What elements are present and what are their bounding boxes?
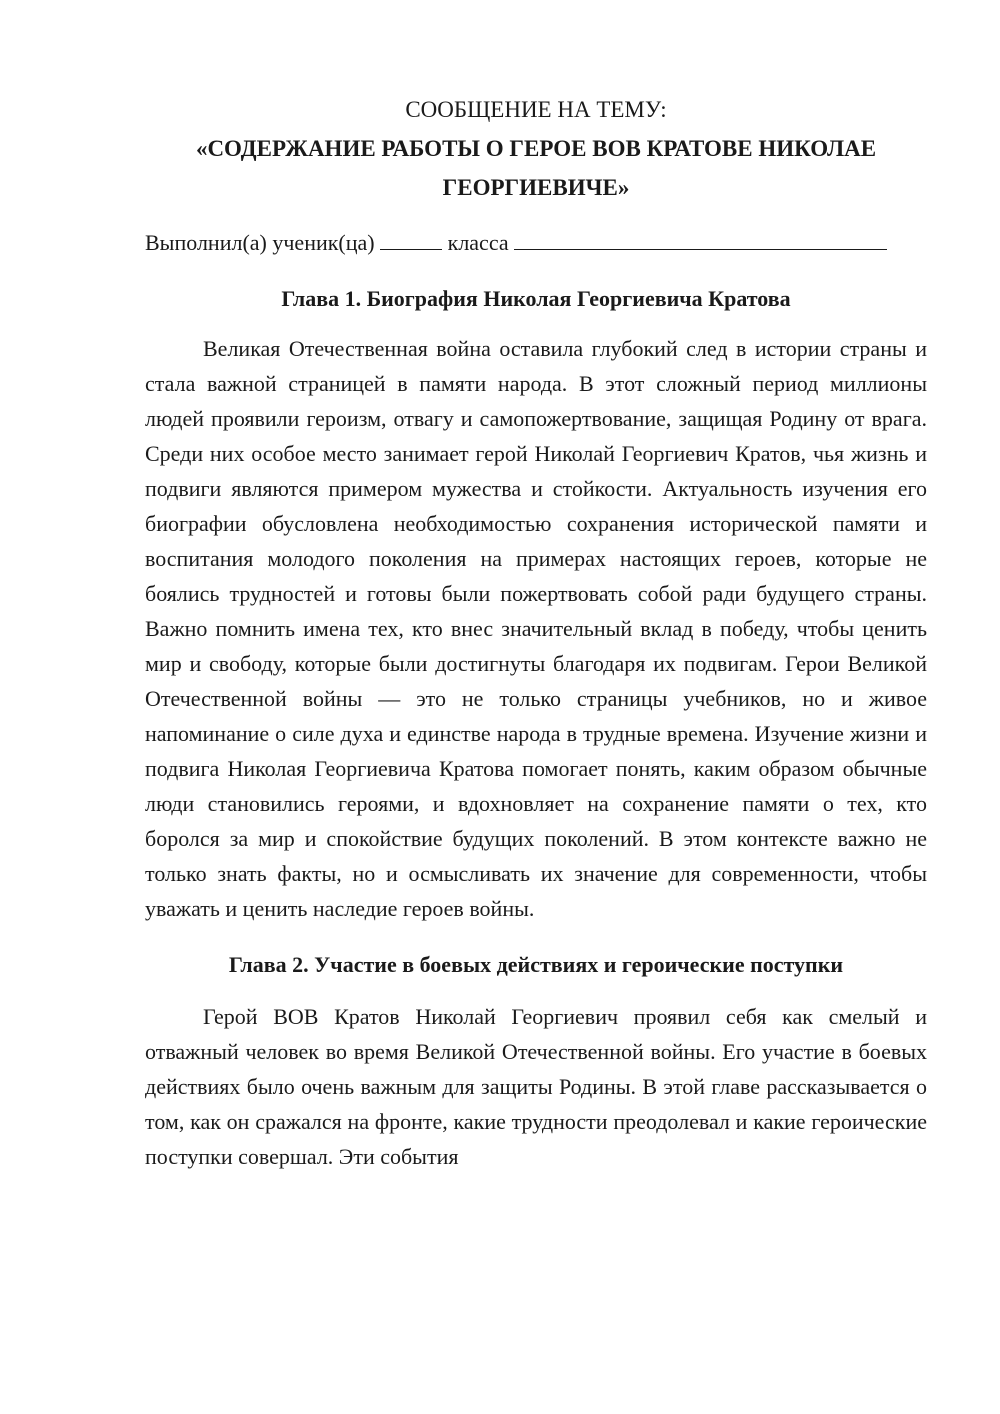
chapter2-paragraph: Герой ВОВ Кратов Николай Георгиевич проявил себя как смелый и отважный человек во время Великой Отечественной войны. Его участие в боевых действиях было очень важным для защиты Родины. В этой главе рассказывается о том, как он сражался на фронте, какие трудности преодолевал и какие героические поступки совершал. Эти события (145, 1004, 927, 1169)
document-page (145, 92, 927, 1174)
grade-blank (380, 229, 442, 250)
chapter2-title: Глава 2. Участие в боевых действиях и героические поступки (228, 952, 844, 977)
class-label: класса (447, 230, 509, 255)
author-line (145, 225, 927, 260)
document-header-line1: СООБЩЕНИЕ НА ТЕМУ: (405, 97, 667, 122)
document-header-line2: «СОДЕРЖАНИЕ РАБОТЫ О ГЕРОЕ ВОВ КРАТОВЕ НИКОЛАЕ (195, 136, 877, 161)
chapter1-title: Глава 1. Биография Николая Георгиевича Кратова (281, 286, 791, 311)
chapter1-paragraph: Великая Отечественная война оставила глубокий след в истории страны и стала важной страницей в памяти народа. В этот сложный период миллионы людей проявили героизм, отвагу и самопожертвование, защищая Родину от врага. Среди них особое место занимает герой Николай Георгиевич Кратов, чья жизнь и подвиги являются примером мужества и стойкости. Актуальность изучения его биографии обусловлена необходимостью сохранения исторической памяти и воспитания молодого поколения на примерах настоящих героев, которые не боялись трудностей и готовы были пожертвовать собой ради будущего страны. Важно помнить имена тех, кто внес значительный вклад в победу, чтобы ценить мир и свободу, которые были достигнуты благодаря их подвигам. Герои Великой Отечественной войны — это не только страницы учебников, но и живое напоминание о силе духа и единстве народа в трудные времена. Изучение жизни и подвига Николая Георгиевича Кратова помогает понять, каким образом обычные люди становились героями, и вдохновляет на сохранение памяти о тех, кто боролся за мир и спокойствие будущих поколений. В этом контексте важно не только знать факты, но и осмысливать их значение для современности, чтобы уважать и ценить наследие героев войны. (145, 336, 927, 921)
document-header-line3: ГЕОРГИЕВИЧЕ» (442, 175, 630, 200)
author-label: Выполнил(а) ученик(ца) (145, 230, 375, 255)
name-blank (514, 229, 887, 250)
